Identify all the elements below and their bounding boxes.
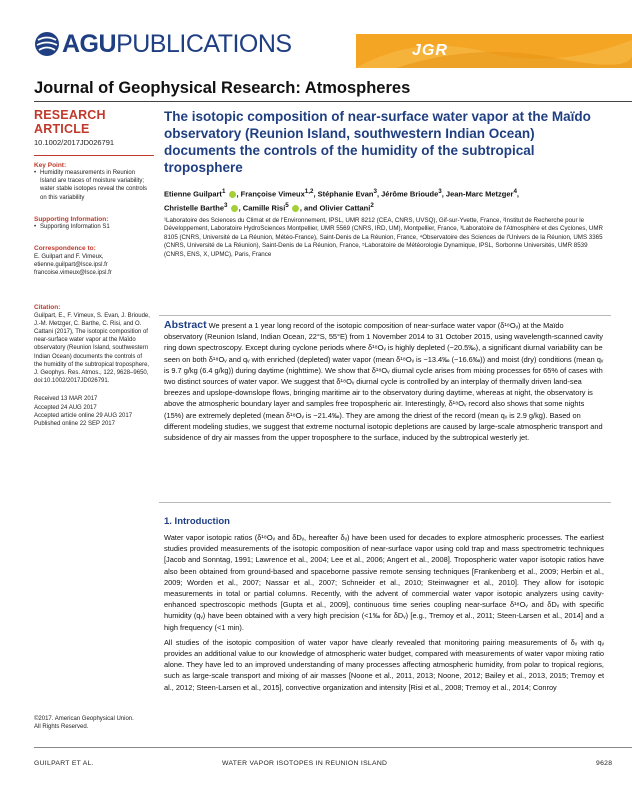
supporting-text[interactable]: Supporting Information S1	[40, 223, 110, 230]
affiliations: ¹Laboratoire des Sciences du Climat et de l'Environnement, IPSL, UMR 8212 (CEA, CNRS, UVSQ), Gif-sur-Yvette, France, ²Institut de Recherche pour le Développement, Laboratoire HydroSciences Montpellier, UMR 5569 (CNRS, IRD, UM), Montpellier, France, ³Laboratoire de l'Atmosphère et des Cyclones, UMR 8105 (CNRS, Université de La Réunion, Météo-France), Saint-Denis de La Réunion, France, ⁴Observatoire des Sciences de l'Univers de la Réunion, UMS 3365 (CNRS, Université de La Réunion), Saint-Denis de La Réunion, France, ⁵Laboratoire de Météorologie Dynamique, IPSL, Sorbonne Universités, UMR 8539 (CNRS, ENS, X, UPMC), Paris, France	[164, 217, 603, 258]
orcid-icon[interactable]	[229, 191, 236, 198]
footer-rule	[34, 747, 632, 748]
author-8: , and Olivier Cattani	[299, 203, 371, 212]
orcid-icon[interactable]	[231, 205, 238, 212]
article-type: RESEARCH ARTICLE	[34, 108, 106, 136]
correspondence-names: E. Guilpart and F. Vimeux,	[34, 254, 104, 261]
doi[interactable]: 10.1002/2017JD026791	[34, 138, 115, 147]
key-point	[34, 169, 152, 202]
author-6: Christelle Barthe	[164, 203, 225, 212]
accepted-date: Accepted 24 AUG 2017	[34, 404, 97, 411]
abstract	[164, 320, 604, 443]
agu-globe-icon	[34, 31, 60, 57]
agu-logo	[34, 30, 292, 58]
journal-badge: JGR	[412, 42, 448, 59]
footer-authors: GUILPART ET AL.	[34, 760, 94, 767]
email-link-1[interactable]: etienne.guilpart@lsce.ipsl.fr	[34, 262, 108, 269]
citation-heading: Citation:	[34, 303, 61, 311]
author-list: Etienne Guilpart$^1$ , Françoise Vimeux$^{1,2}$, Stéphanie Evan$^3$, Jérôme Brioude$^3$, Jean-Marc Metzger$^4$, Christelle Barthe$^3$ , Camille Risi$^5$ , and Olivier Cattani$^2$	[164, 188, 520, 212]
published-date: Published online 22 SEP 2017	[34, 421, 115, 428]
orcid-icon[interactable]	[292, 205, 299, 212]
banner-waves	[356, 34, 632, 68]
key-point-heading: Key Point:	[34, 162, 67, 169]
supporting-item[interactable]	[34, 223, 152, 231]
key-point-text: Humidity measurements in Reunion Island are traces of moisture variability; water stable isotopes reveal the controls on this variability	[40, 170, 148, 201]
copyright	[34, 715, 152, 731]
page-number: 9628	[596, 760, 613, 767]
header-rule	[34, 101, 632, 102]
abstract-text: We present a 1 year long record of the isotopic composition of near-surface water vapor (δ¹⁸Oᵥ) at the Maïdo observatory (Reunion Island, Indian Ocean, 22°S, 55°E) from 1 November 2014 to 31 October 2015, using wavelength-scanned cavity ring down spectroscopy. Except during cyclone periods where δ¹⁸Oᵥ is highly depleted (−20.5‰), a significant diurnal variability can be seen on both δ¹⁸Oᵥ and qᵥ with enriched (depleted) water vapor (mean δ¹⁸Oᵥ is −13.4‰ (−16.6‰)) and moist (dry) conditions (mean qᵥ is 9.7 g/kg (6.4 g/kg)) during daytime (nighttime). We show that δ¹⁸Oᵥ diurnal cycle arises from mixing processes for 65% of cases with two distinct sources of water vapor. We suggest that δ¹⁸Oᵥ diurnal cycle is controlled by an interplay of thermally driven land-sea breezes and upslope-downslope flows, bringing maritime air to the observatory during daytime, whereas at night, the observatory is above the atmospheric boundary layer and samples free tropospheric air. Interestingly, δ¹⁸Oᵥ record also shows that some nights (15%) are extremely depleted (mean δ¹⁸Oᵥ is −21.4‰). They are among the driest of the record (mean qᵥ is 2.9 g/kg). Based on different modeling studies, we suggest that extreme nocturnal isotopic depletions are caused by large-scale atmospheric transport and subsidence of dry air masses from the upper troposphere to the surface, induced by the subtropical westerly jet.	[164, 321, 604, 443]
footer-running-title: WATER VAPOR ISOTOPES IN REUNION ISLAND	[222, 760, 388, 767]
article-title: The isotopic composition of near-surface water vapor at the Maïdo observatory (Reunion Island, southwestern Indian Ocean) documents the controls of the humidity of the subtropical troposphere	[164, 109, 591, 175]
email-link-2[interactable]: francoise.vimeux@lsce.ipsl.fr	[34, 270, 112, 277]
sidebar-rule	[34, 155, 154, 156]
section-heading: 1. Introduction	[164, 516, 230, 527]
history-dates	[34, 395, 152, 428]
publisher-light: PUBLICATIONS	[116, 30, 292, 58]
copyright-line-2: All Rights Reserved.	[34, 724, 89, 731]
accepted-online-date: Accepted article online 29 AUG 2017	[34, 412, 133, 419]
correspondence-heading: Correspondence to:	[34, 245, 96, 253]
jgr-banner	[356, 34, 632, 68]
author-1: Etienne Guilpart	[164, 189, 222, 199]
article-header	[164, 108, 604, 259]
copyright-line-1: ©2017. American Geophysical Union.	[34, 716, 134, 722]
supporting-heading: Supporting Information:	[34, 215, 109, 223]
received-date: Received 13 MAR 2017	[34, 396, 98, 403]
journal-name: Journal of Geophysical Research: Atmospheres	[34, 79, 411, 97]
abstract-label: Abstract	[164, 319, 207, 331]
author-5: , Jean-Marc Metzger	[441, 189, 514, 199]
author-7: , Camille Risi	[238, 203, 286, 212]
author-2: , Françoise Vimeux	[236, 189, 305, 199]
intro-paragraph-1: Water vapor isotopic ratios (δ¹⁸Oᵥ and δDᵥ, hereafter δᵥ) have been used for decades to explore atmospheric processes. The earliest studies provided measurements of the isotopic composition of near-surface vapor using cold trap and mass spectrometric techniques [Jacob and Sonntag, 1991; Lawrence et al., 2004; Lee et al., 2006; Angert et al., 2008]. Tropospheric water vapor isotopic ratios have also been obtained from ground-based and spaceborne passive remote sensing techniques [Frankenberg et al., 2009; Herbin et al., 2009; Worden et al., 2007; Nassar et al., 2007; Schneider et al., 2010; Steinwagner et al., 2010]. They allow for isotopic measurements in total or partial columns. Recently, with the advent of commercial water vapor isotopic analyzers using cavity-enhanced spectroscopic methods [Gupta et al., 2009], continuous time series coupling near-surface δ¹⁸Oᵥ and δDᵥ with specific humidity (qᵥ) have been obtained with a very high precision (<1‰ for δDᵥ) [e.g., Tremoy et al., 2011; Steen-Larsen et al., 2014] and a high frequency (<1 min).	[164, 533, 604, 632]
bullet-icon: •	[34, 170, 37, 176]
introduction	[164, 532, 604, 697]
author-3: , Stéphanie Evan	[313, 189, 374, 199]
intro-paragraph-2: All studies of the isotopic composition of water vapor have clearly revealed that monitoring pairing measurements of δᵥ with qᵥ provides an additional value to our knowledge of atmospheric water budget, compared with measurements of water vapor mixing ratio alone. They have led to an improved understanding of many processes affecting atmospheric humidity, from polar to tropical regions, such as large-scale transport and mixing of air masses [Noone et al., 2011, 2013; Noone, 2012; Bailey et al., 2013, 2015; Tremoy et al., 2012; Steen-Larsen et al., 2015], convective organization and intensity [Risi et al., 2008; Tremoy et al., 2014; Conroy	[164, 637, 604, 692]
publisher-bold: AGU	[62, 30, 117, 58]
citation-text: Guilpart, E., F. Vimeux, S. Evan, J. Brioude, J.-M. Metzger, C. Barthe, C. Risi, and O. Cattani (2017), The isotopic composition of near-surface water vapor at the Maïdo observatory (Reunion Island, southwestern Indian Ocean) documents the controls of the humidity of the subtropical troposphere, J. Geophys. Res. Atmos., 122, 9628–9650, doi:10.1002/2017JD026791.	[34, 312, 150, 385]
author-4: , Jérôme Brioude	[376, 189, 439, 199]
bullet-icon: •	[34, 223, 37, 230]
sidebar	[34, 108, 152, 428]
